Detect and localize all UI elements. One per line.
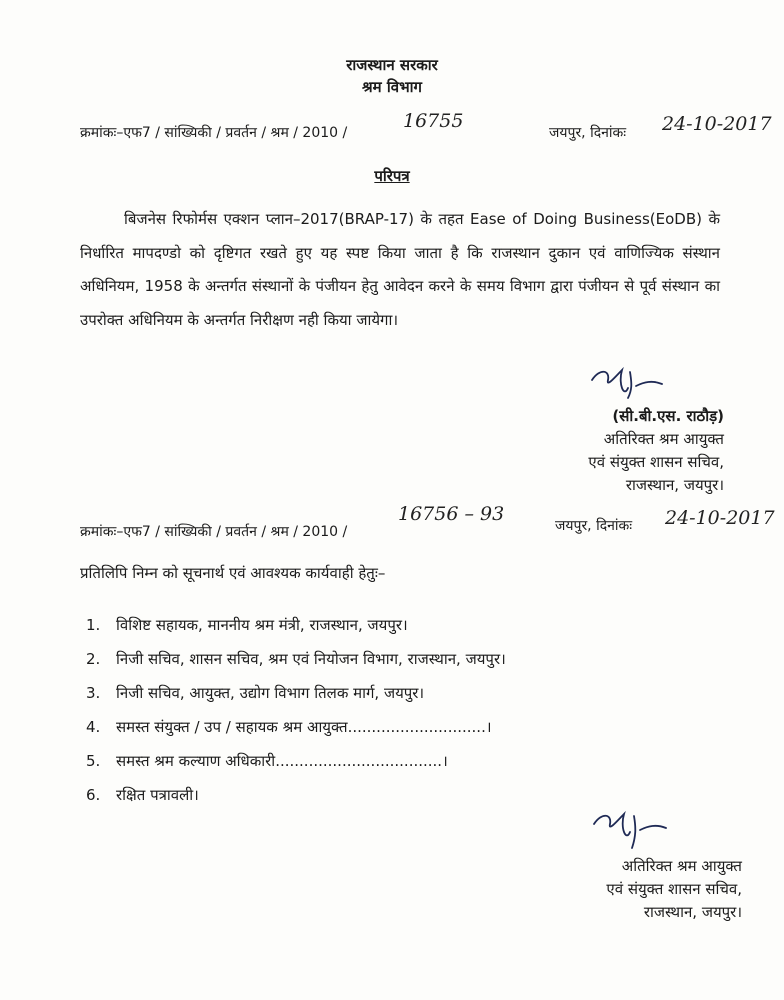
reference-number-1 [80, 123, 347, 142]
signatory-designation: राजस्थान, जयपुर। [643, 903, 742, 921]
signature-block-1 [464, 405, 724, 497]
header-department: श्रम विभाग [362, 78, 422, 96]
list-item: 5. समस्त श्रम कल्याण अधिकारी...................................। [86, 752, 448, 770]
place-date-label-2: जयपुर, दिनांकः [555, 518, 633, 534]
signature-block-2 [482, 855, 742, 924]
list-item: 4. समस्त संयुक्त / उप / सहायक श्रम आयुक्त.............................। [86, 718, 492, 736]
circular-body: बिजनेस रिफोर्मस एक्शन प्लान–2017(BRAP-17) के तहत Ease of Doing Business(EoDB) के निर्धारित मापदण्डो को दृष्टिगत रखते हुए यह स्पष्ट किया जाता है कि राजस्थान दुकान एवं वाणिज्यिक संस्थान अधिनियम, 1958 के अन्तर्गत संस्थानों के पंजीयन हेतु आवेदन करने के समय विभाग द्वारा पंजीयन से पूर्व संस्थान का उपरोक्त अधिनियम के अन्तर्गत निरीक्षण नही किया जायेगा। [80, 210, 720, 329]
handwritten-dispatch-number-2: 16756 – 93 [398, 503, 505, 525]
document-title: परिपत्र [374, 167, 410, 185]
list-item: 3. निजी सचिव, आयुक्त, उद्योग विभाग तिलक मार्ग, जयपुर। [86, 684, 425, 702]
reference-prefix: क्रमांकः–एफ7 / सांख्यिकी / प्रवर्तन / श्रम / 2010 / [80, 125, 348, 141]
copy-to-heading: प्रतिलिपि निम्न को सूचनार्थ एवं आवश्यक कार्यवाही हेतुः– [80, 564, 386, 582]
handwritten-date-1: 24-10-2017 [662, 113, 772, 135]
handwritten-date-2: 24-10-2017 [665, 507, 775, 529]
signatory-name: (सी.बी.एस. राठौड़) [612, 407, 724, 425]
list-item: 1. विशिष्ट सहायक, माननीय श्रम मंत्री, राजस्थान, जयपुर। [86, 616, 408, 634]
handwritten-dispatch-number-1: 16755 [403, 110, 464, 132]
signatory-designation: अतिरिक्त श्रम आयुक्त [621, 857, 742, 875]
signatory-designation: राजस्थान, जयपुर। [625, 476, 724, 494]
signature-1-graphic [588, 358, 668, 408]
signatory-designation: एवं संयुक्त शासन सचिव, [588, 453, 724, 471]
signatory-designation: एवं संयुक्त शासन सचिव, [606, 880, 742, 898]
header-government: राजस्थान सरकार [346, 56, 438, 74]
recipient-list [86, 615, 506, 819]
reference-prefix: क्रमांकः–एफ7 / सांख्यिकी / प्रवर्तन / श्रम / 2010 / [80, 524, 348, 540]
list-item: 2. निजी सचिव, शासन सचिव, श्रम एवं नियोजन विभाग, राजस्थान, जयपुर। [86, 650, 506, 668]
signatory-designation: अतिरिक्त श्रम आयुक्त [603, 430, 724, 448]
list-item: 6. रक्षित पत्रावली। [86, 786, 199, 804]
place-date-label-1: जयपुर, दिनांकः [549, 125, 627, 141]
signature-2-graphic [590, 800, 670, 855]
reference-number-2 [80, 522, 347, 541]
